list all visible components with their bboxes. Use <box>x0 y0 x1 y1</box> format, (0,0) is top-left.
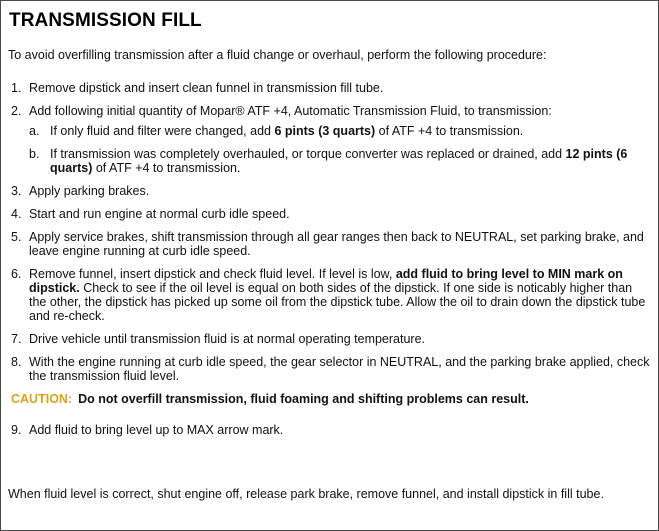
substep-b <box>29 147 651 175</box>
substep-quantity: 6 pints (3 quarts) <box>274 124 376 138</box>
step-1 <box>11 81 651 95</box>
substep-text <box>50 147 651 175</box>
caution-text: Do not overfill transmission, fluid foaming and shifting problems can result. <box>78 392 529 406</box>
step-number: 9. <box>11 423 22 437</box>
step-number: 4. <box>11 207 22 221</box>
substep-quantity: 12 pints (6 quarts) <box>50 147 628 175</box>
procedure-list <box>11 81 651 446</box>
closing-text: When fluid level is correct, shut engine off, release park brake, remove funnel, and install dipstick in fill tube. <box>8 487 604 501</box>
step-6 <box>11 267 651 323</box>
substep-text-post: of ATF +4 to transmission. <box>92 161 241 175</box>
step-text: Add fluid to bring level up to MAX arrow mark. <box>29 423 284 437</box>
caution-note <box>11 392 651 406</box>
page-title: TRANSMISSION FILL <box>9 10 202 31</box>
substep-a <box>29 124 651 138</box>
step-number: 7. <box>11 332 22 346</box>
step-text: Start and run engine at normal curb idle speed. <box>29 207 290 221</box>
step-2 <box>11 104 651 175</box>
step-number: 6. <box>11 267 22 281</box>
step-5 <box>11 230 651 258</box>
step-3 <box>11 184 651 198</box>
substep-text-post: of ATF +4 to transmission. <box>375 124 524 138</box>
step-text <box>29 267 651 323</box>
step-number: 2. <box>11 104 22 118</box>
substep-text <box>50 124 651 138</box>
step-number: 3. <box>11 184 22 198</box>
step-text-pre: Remove funnel, insert dipstick and check fluid level. If level is low, <box>29 267 396 281</box>
step-4 <box>11 207 651 221</box>
step-text: Drive vehicle until transmission fluid is at normal operating temperature. <box>29 332 426 346</box>
substep-text-pre: If transmission was completely overhauled, or torque converter was replaced or drained, add <box>50 147 566 161</box>
step-number: 1. <box>11 81 22 95</box>
step-text: With the engine running at curb idle speed, the gear selector in NEUTRAL, and the parking brake applied, check the transmission fluid level. <box>29 355 650 383</box>
step-text: Remove dipstick and insert clean funnel in transmission fill tube. <box>29 81 384 95</box>
caution-label: CAUTION: <box>11 392 73 406</box>
intro-text: To avoid overfilling transmission after a fluid change or overhaul, perform the following procedure: <box>8 48 547 62</box>
substep-letter: a. <box>29 124 40 138</box>
step-body <box>29 104 651 175</box>
step-text: Apply service brakes, shift transmission through all gear ranges then back to NEUTRAL, set parking brake, and leave engine running at curb idle speed. <box>29 230 644 258</box>
step-8 <box>11 355 651 383</box>
substep-letter: b. <box>29 147 40 161</box>
step-text: Apply parking brakes. <box>29 184 150 198</box>
step-number: 5. <box>11 230 22 244</box>
step-emphasis: add fluid to bring level to MIN mark on dipstick. <box>29 267 623 295</box>
step-text-post: Check to see if the oil level is equal on both sides of the dipstick. If one side is noticably higher than the other, the dipstick has picked up some oil from the dipstick tube. Allow the oil to drain down the dipstick tube and re-check. <box>29 281 646 323</box>
step-9 <box>11 423 651 437</box>
step-text: Add following initial quantity of Mopar® ATF +4, Automatic Transmission Fluid, to transmission: <box>29 104 552 118</box>
step-number: 8. <box>11 355 22 369</box>
substep-text-pre: If only fluid and filter were changed, add <box>50 124 275 138</box>
step-7 <box>11 332 651 346</box>
